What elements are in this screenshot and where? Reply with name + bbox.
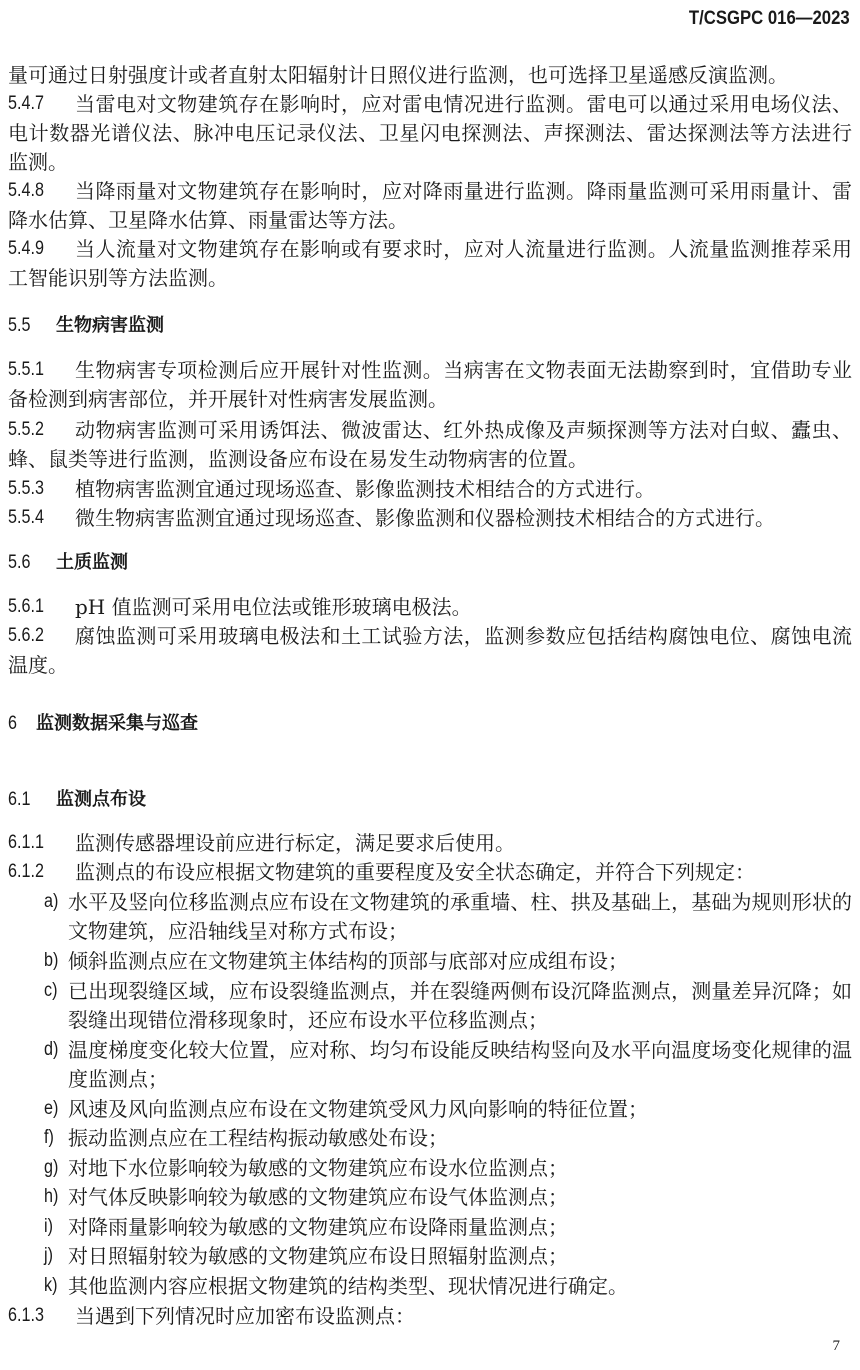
clause-text-line: 对降雨量影响较为敏感的文物建筑应布设降雨量监测点； (68, 1215, 568, 1239)
clause-number: 5.5.3 (8, 478, 44, 499)
clause-number: 5.4.9 (8, 238, 44, 259)
clause-text-line: 降水估算、卫星降水估算、雨量雷达等方法。 (8, 208, 408, 232)
section-number: 6 (8, 713, 17, 734)
clause-text-line: 振动监测点应在工程结构振动敏感处布设； (68, 1126, 448, 1150)
clause-text-line: 对地下水位影响较为敏感的文物建筑应布设水位监测点； (68, 1156, 568, 1180)
clause-text-line: 监测。 (8, 150, 68, 174)
clause-text-line: 动物病害监测可采用诱饵法、微波雷达、红外热成像及声频探测等方法对白蚁、蠹虫、 (75, 418, 852, 442)
clause-text-line: 当雷电对文物建筑存在影响时，应对雷电情况进行监测。雷电可以通过采用电场仪法、 (75, 92, 852, 116)
section-heading: 生物病害监测 (56, 315, 164, 336)
clause-text-line: 风速及风向监测点应布设在文物建筑受风力风向影响的特征位置； (68, 1097, 648, 1121)
clause-text-line: 已出现裂缝区域，应布设裂缝监测点，并在裂缝两侧布设沉降监测点，测量差异沉降；如 (68, 979, 852, 1003)
clause-number: 5.4.7 (8, 93, 44, 114)
clause-text-line: 温度梯度变化较大位置，应对称、均匀布设能反映结构竖向及水平向温度场变化规律的温 (68, 1038, 852, 1062)
clause-number: d) (44, 1039, 59, 1060)
clause-text-line: 倾斜监测点应在文物建筑主体结构的顶部与底部对应成组布设； (68, 949, 628, 973)
paragraph-line: 量可通过日射强度计或者直射太阳辐射计日照仪进行监测，也可选择卫星遥感反演监测。 (8, 63, 788, 87)
clause-text-line: 文物建筑，应沿轴线呈对称方式布设； (68, 919, 408, 943)
clause-number: i) (44, 1216, 53, 1237)
clause-text-line: 当遇到下列情况时应加密布设监测点： (75, 1304, 415, 1328)
clause-number: c) (44, 980, 58, 1001)
clause-text-line: 水平及竖向位移监测点应布设在文物建筑的承重墙、柱、拱及基础上，基础为规则形状的 (68, 890, 852, 914)
clause-text-line: 其他监测内容应根据文物建筑的结构类型、现状情况进行确定。 (68, 1274, 628, 1298)
clause-number: h) (44, 1186, 59, 1207)
clause-number: e) (44, 1098, 59, 1119)
clause-text-line: 当降雨量对文物建筑存在影响时，应对降雨量进行监测。降雨量监测可采用雨量计、雷 (75, 179, 852, 203)
clause-text-line: 监测传感器埋设前应进行标定，满足要求后使用。 (75, 831, 515, 855)
clause-text-line: 工智能识别等方法监测。 (8, 266, 228, 290)
clause-text-line: pH 值监测可采用电位法或锥形玻璃电极法。 (75, 595, 472, 619)
clause-text-line: 监测点的布设应根据文物建筑的重要程度及安全状态确定，并符合下列规定： (75, 860, 755, 884)
clause-number: 5.5.4 (8, 507, 44, 528)
clause-number: 6.1.3 (8, 1305, 44, 1326)
clause-number: 5.6.1 (8, 596, 44, 617)
clause-number: f) (44, 1127, 54, 1148)
clause-number: 6.1.2 (8, 861, 44, 882)
document-code-header: T/CSGPC 016—2023 (689, 8, 850, 29)
clause-number: a) (44, 891, 59, 912)
clause-text-line: 当人流量对文物建筑存在影响或有要求时，应对人流量进行监测。人流量监测推荐采用 (75, 237, 852, 261)
section-heading: 监测点布设 (56, 789, 146, 810)
section-heading: 监测数据采集与巡查 (36, 713, 198, 734)
clause-text-line: 对日照辐射较为敏感的文物建筑应布设日照辐射监测点； (68, 1244, 568, 1268)
clause-text-line: 蜂、鼠类等进行监测，监测设备应布设在易发生动物病害的位置。 (8, 447, 588, 471)
page-number: 7 (832, 1338, 840, 1354)
clause-text-line: 裂缝出现错位滑移现象时，还应布设水平位移监测点； (68, 1008, 548, 1032)
clause-text-line: 度监测点； (68, 1067, 168, 1091)
clause-text-line: 对气体反映影响较为敏感的文物建筑应布设气体监测点； (68, 1185, 568, 1209)
clause-text-line: 微生物病害监测宜通过现场巡查、影像监测和仪器检测技术相结合的方式进行。 (75, 506, 775, 530)
clause-number: b) (44, 950, 59, 971)
section-number: 6.1 (8, 789, 31, 810)
clause-number: 5.4.8 (8, 180, 44, 201)
clause-text-line: 植物病害监测宜通过现场巡查、影像监测技术相结合的方式进行。 (75, 477, 655, 501)
clause-text-line: 腐蚀监测可采用玻璃电极法和土工试验方法，监测参数应包括结构腐蚀电位、腐蚀电流 (75, 624, 852, 648)
clause-number: 5.5.2 (8, 419, 44, 440)
clause-number: 5.5.1 (8, 359, 44, 380)
clause-number: j) (44, 1245, 53, 1266)
section-heading: 土质监测 (56, 552, 128, 573)
clause-number: 5.6.2 (8, 625, 44, 646)
clause-number: g) (44, 1157, 59, 1178)
clause-text-line: 备检测到病害部位，并开展针对性病害发展监测。 (8, 387, 448, 411)
clause-number: k) (44, 1275, 58, 1296)
section-number: 5.6 (8, 552, 31, 573)
clause-text-line: 电计数器光谱仪法、脉冲电压记录仪法、卫星闪电探测法、声探测法、雷达探测法等方法进行 (8, 121, 852, 145)
clause-text-line: 生物病害专项检测后应开展针对性监测。当病害在文物表面无法勘察到时，宜借助专业 (75, 358, 852, 382)
section-number: 5.5 (8, 315, 31, 336)
clause-number: 6.1.1 (8, 832, 44, 853)
clause-text-line: 温度。 (8, 653, 68, 677)
